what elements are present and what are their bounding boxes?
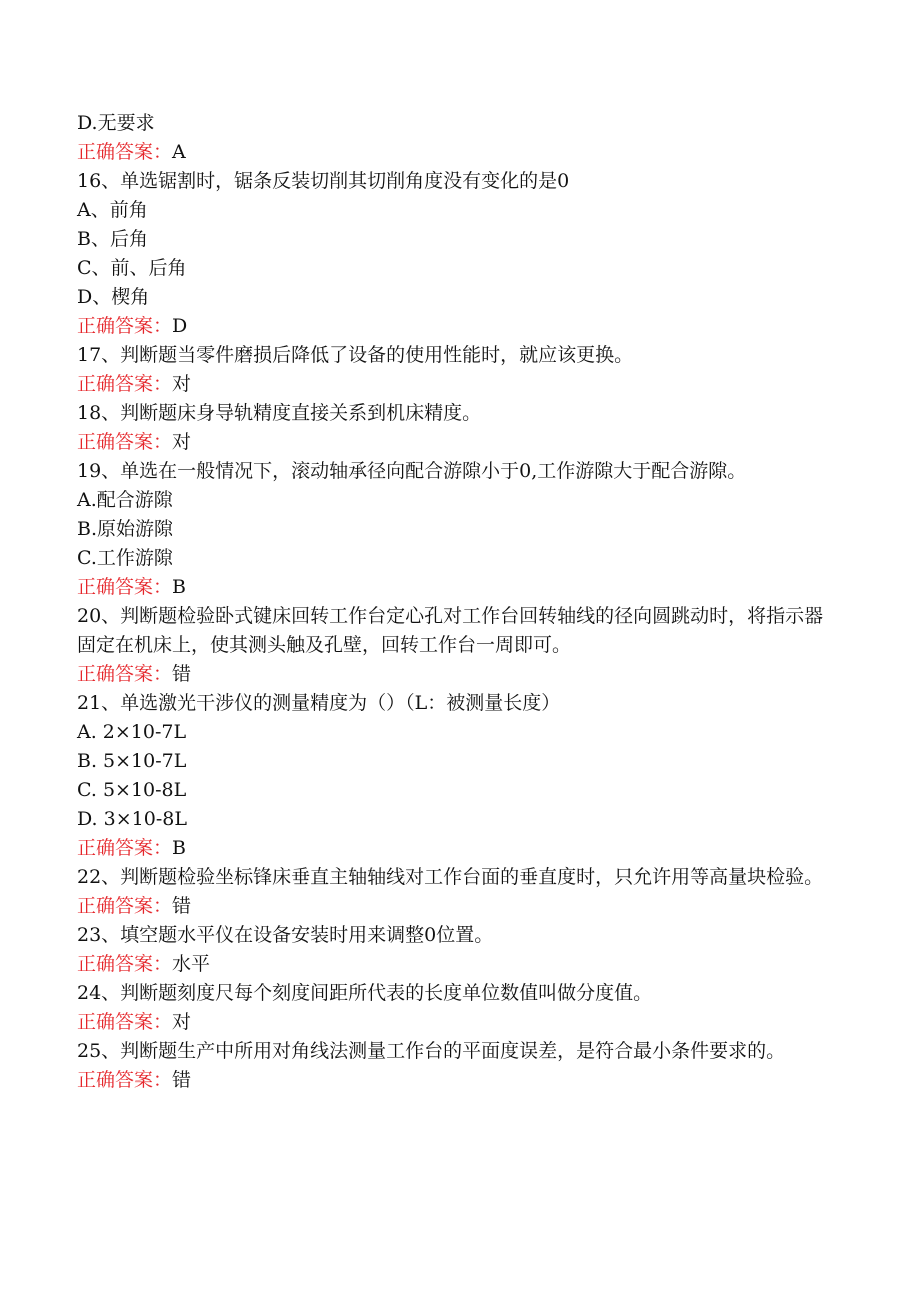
text-line: B.原始游隙: [77, 518, 174, 540]
text-line: A、前角: [77, 199, 148, 221]
answer-line: [77, 892, 837, 921]
answer-line: [77, 1066, 837, 1095]
text-line: D.无要求: [77, 112, 155, 134]
answer-label: 正确答案：: [77, 1069, 173, 1091]
answer-line: [77, 370, 837, 399]
answer-value: 对: [172, 1011, 192, 1033]
text-line: C.工作游隙: [77, 547, 173, 569]
answer-value: 错: [172, 895, 192, 917]
answer-label: 正确答案：: [77, 431, 173, 453]
text-line: 25、判断题生产中所用对角线法测量工作台的平面度误差，是符合最小条件要求的。: [77, 1040, 786, 1062]
text-line: 18、判断题床身导轨精度直接关系到机床精度。: [77, 402, 482, 424]
answer-value: 水平: [172, 953, 211, 975]
text-line: 24、判断题刻度尺每个刻度间距所代表的长度单位数值叫做分度值。: [77, 982, 653, 1004]
answer-line: [77, 660, 837, 689]
answer-label: 正确答案：: [77, 663, 173, 685]
text-line: A.配合游隙: [77, 489, 173, 511]
answer-value: B: [172, 837, 186, 859]
answer-label: 正确答案：: [77, 837, 173, 859]
answer-value: 错: [172, 1069, 192, 1091]
answer-line: [77, 428, 837, 457]
text-line: 22、判断题检验坐标锋床垂直主轴轴线对工作台面的垂直度时，只允许用等高量块检验。: [77, 866, 824, 888]
answer-label: 正确答案：: [77, 141, 173, 163]
answer-line: [77, 138, 837, 167]
text-line: 17、判断题当零件磨损后降低了设备的使用性能时，就应该更换。: [77, 344, 634, 366]
text-line: 20、判断题检验卧式键床回转工作台定心孔对工作台回转轴线的径向圆跳动时，将指示器固定在机床上，使其测头触及孔壁，回转工作台一周即可。: [77, 605, 824, 656]
text-line: B. 5×10-7L: [77, 750, 187, 772]
answer-label: 正确答案：: [77, 1011, 173, 1033]
text-line: C. 5×10-8L: [77, 779, 187, 801]
answer-value: 对: [172, 431, 192, 453]
answer-label: 正确答案：: [77, 953, 173, 975]
answer-value: D: [172, 315, 188, 337]
text-line: B、后角: [77, 228, 148, 250]
text-line: 19、单选在一般情况下，滚动轴承径向配合游隙小于0,工作游隙大于配合游隙。: [77, 460, 747, 482]
answer-value: B: [172, 576, 186, 598]
text-line: 21、单选激光干涉仪的测量精度为（）（L：被测量长度）: [77, 692, 561, 714]
text-line: 16、单选锯割时，锯条反装切削其切削角度没有变化的是0: [77, 170, 570, 192]
answer-value: 错: [172, 663, 192, 685]
answer-label: 正确答案：: [77, 576, 173, 598]
text-line: 23、填空题水平仪在设备安装时用来调整0位置。: [77, 924, 494, 946]
text-line: A. 2×10-7L: [77, 721, 187, 743]
answer-value: A: [172, 141, 186, 163]
answer-line: [77, 312, 837, 341]
text-line: D、楔角: [77, 286, 150, 308]
answer-line: [77, 950, 837, 979]
answer-label: 正确答案：: [77, 315, 173, 337]
answer-label: 正确答案：: [77, 373, 173, 395]
question-list: [77, 109, 837, 1095]
answer-label: 正确答案：: [77, 895, 173, 917]
answer-line: [77, 1008, 837, 1037]
answer-value: 对: [172, 373, 192, 395]
text-line: D. 3×10-8L: [77, 808, 187, 830]
answer-line: [77, 573, 837, 602]
answer-line: [77, 834, 837, 863]
text-line: C、前、后角: [77, 257, 187, 279]
